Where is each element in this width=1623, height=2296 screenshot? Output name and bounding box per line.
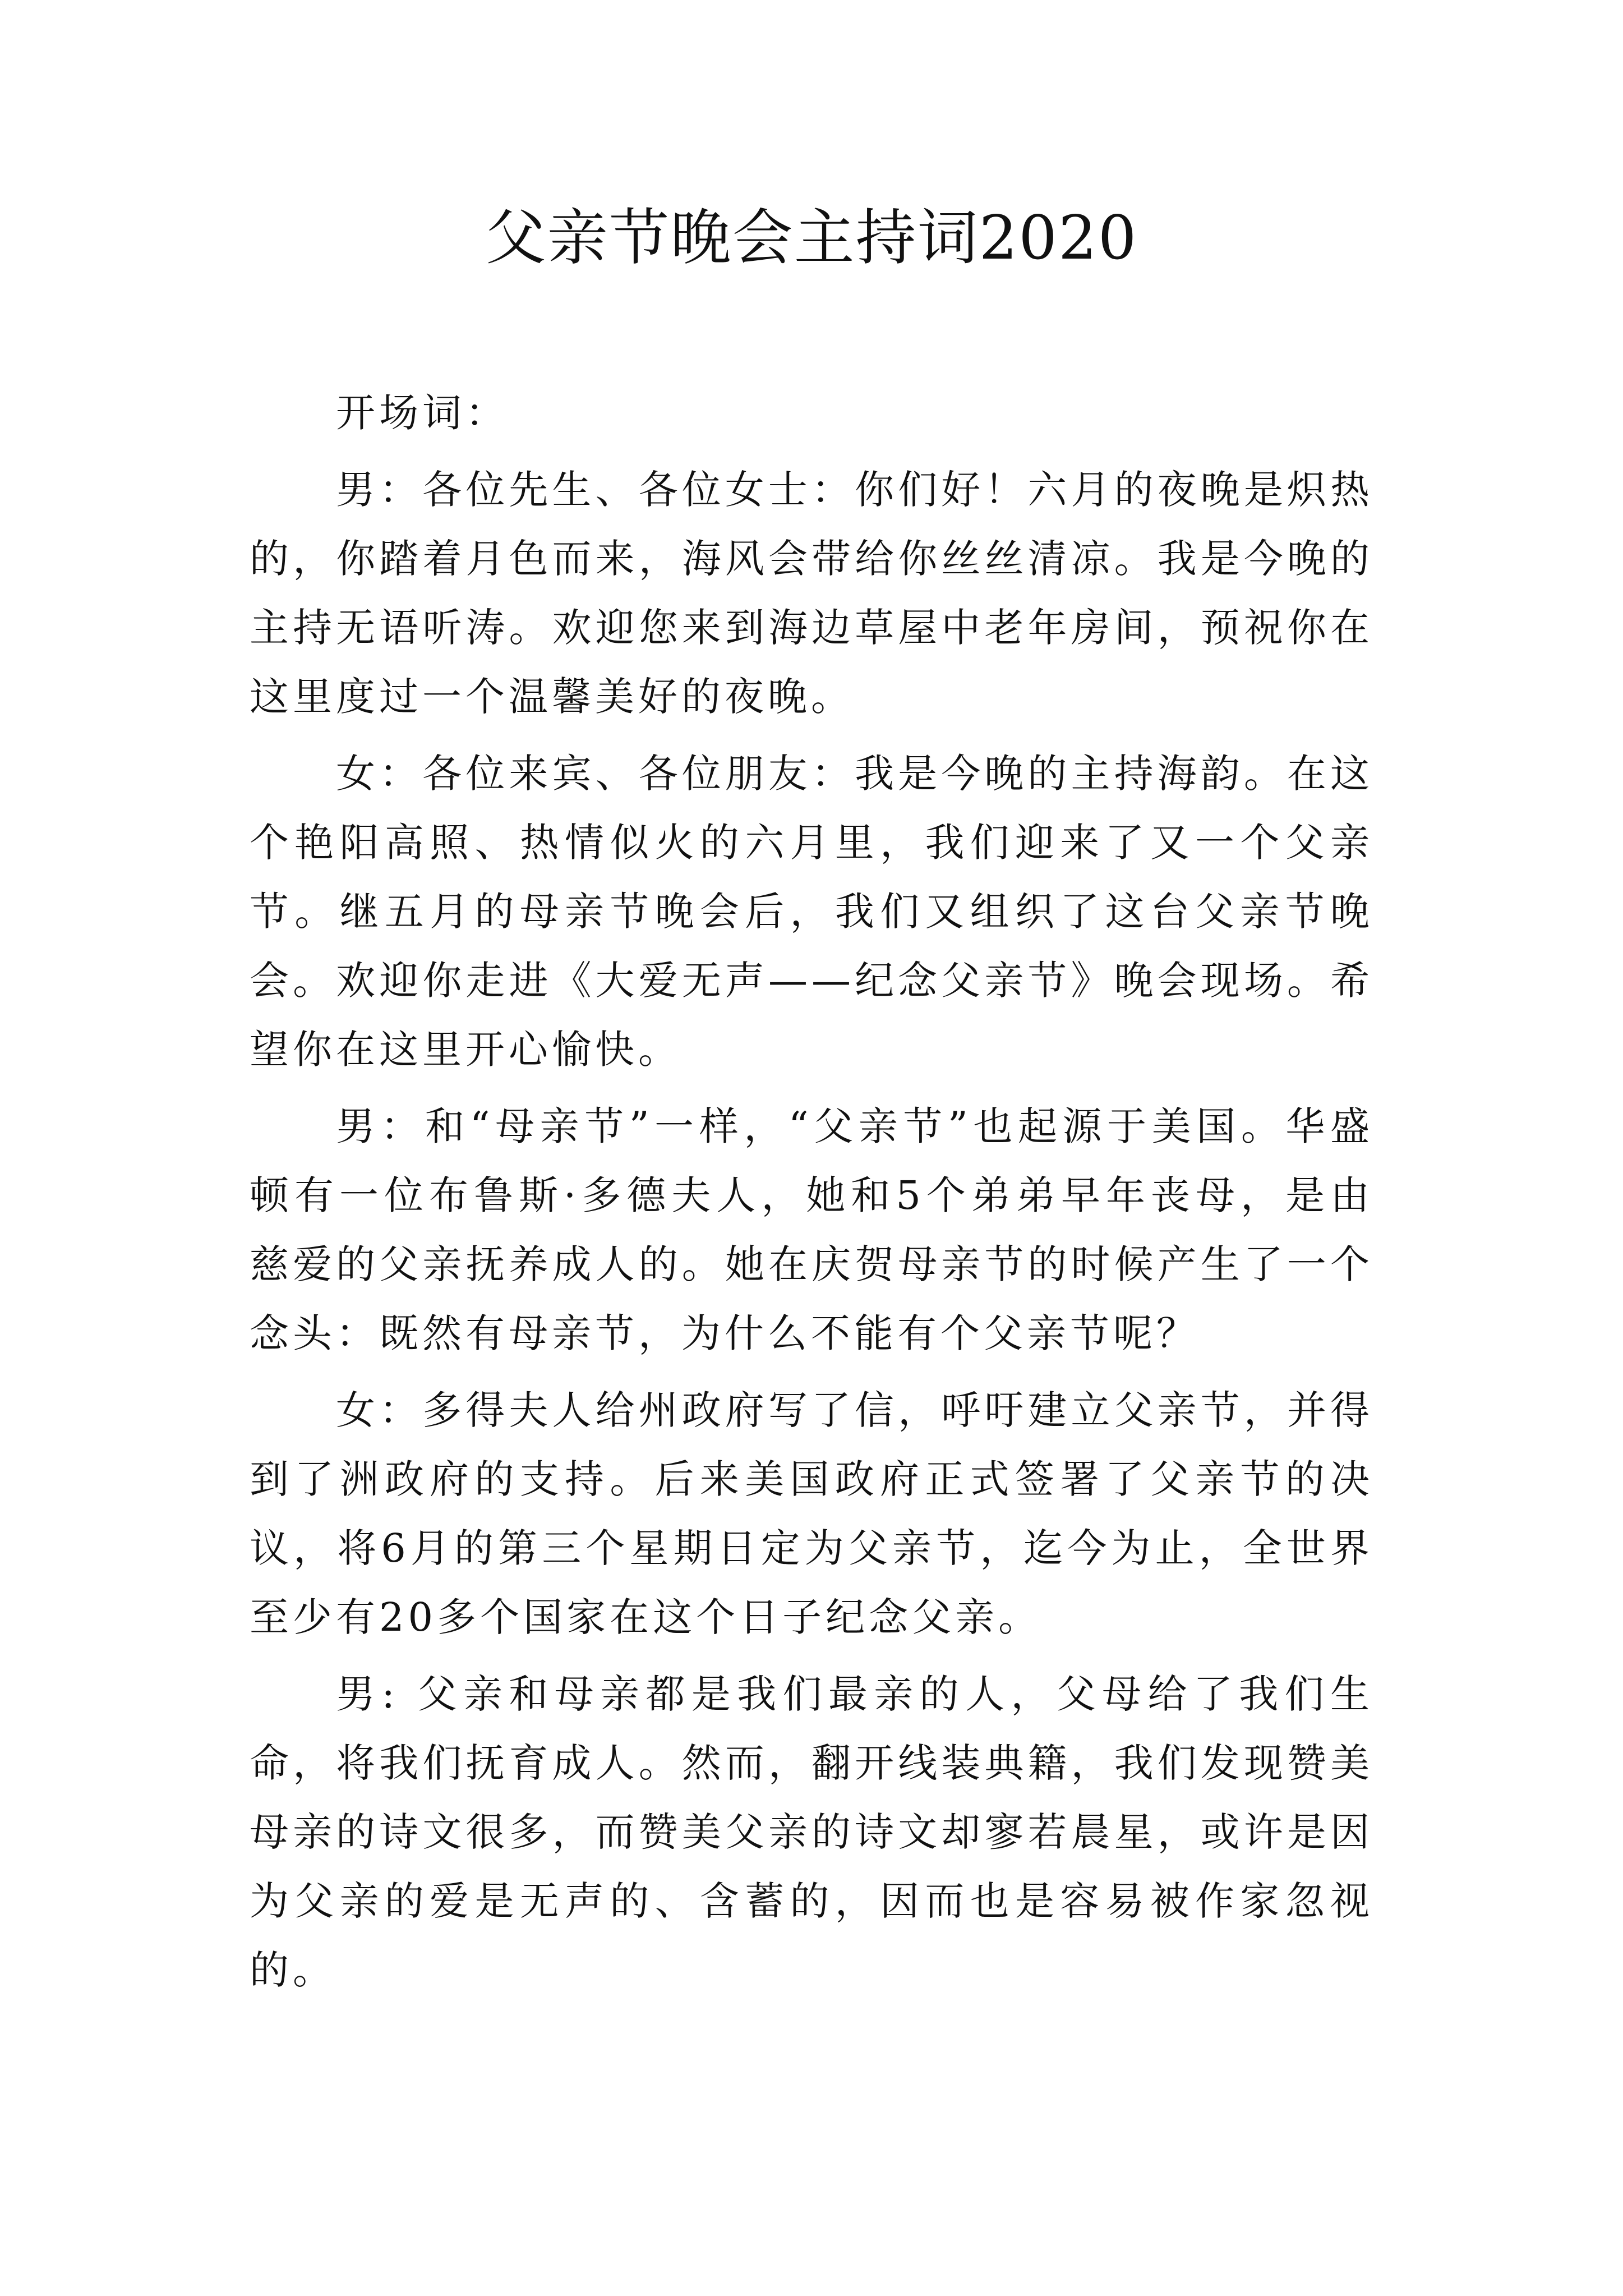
paragraph-male-host-1: 男：各位先生、各位女士：你们好！六月的夜晚是炽热的，你踏着月色而来，海风会带给你丝丝清凉。我是今晚的主持无语听涛。欢迎您来到海边草屋中老年房间，预祝你在这里度过一个温馨美好的夜晚。 [250, 467, 1373, 720]
paragraph-female-host-2: 女：多得夫人给州政府写了信，呼吁建立父亲节，并得到了洲政府的支持。后来美国政府正式签署了父亲节的决议，将6月的第三个星期日定为父亲节，迄今为止，全世界至少有20多个国家在这个日子纪念父亲。 [250, 1387, 1373, 1640]
paragraph-male-host-3: 男: 父亲和母亲都是我们最亲的人，父母给了我们生命，将我们抚育成人。然而，翻开线装典籍，我们发现赞美母亲的诗文很多，而赞美父亲的诗文却寥若晨星，或许是因为父亲的爱是无声的、含蓄的，因而也是容易被作家忽视的。 [250, 1671, 1373, 1993]
document-title: 父亲节晚会主持词2020 [485, 203, 1138, 273]
document-body [250, 379, 1373, 2013]
paragraph-opening-label: 开场词： [336, 390, 509, 436]
paragraph-female-host-1: 女：各位来宾、各位朋友：我是今晚的主持海韵。在这个艳阳高照、热情似火的六月里，我们迎来了又一个父亲节。继五月的母亲节晚会后，我们又组织了这台父亲节晚会。欢迎你走进《大爱无声——纪念父亲节》晚会现场。希望你在这里开心愉快。 [250, 751, 1373, 1073]
paragraph-male-host-2: 男：和“母亲节”一样，“父亲节”也起源于美国。华盛顿有一位布鲁斯·多德夫人，她和5个弟弟早年丧母，是由慈爱的父亲抚养成人的。她在庆贺母亲节的时候产生了一个念头：既然有母亲节，为什么不能有个父亲节呢？ [250, 1103, 1373, 1356]
